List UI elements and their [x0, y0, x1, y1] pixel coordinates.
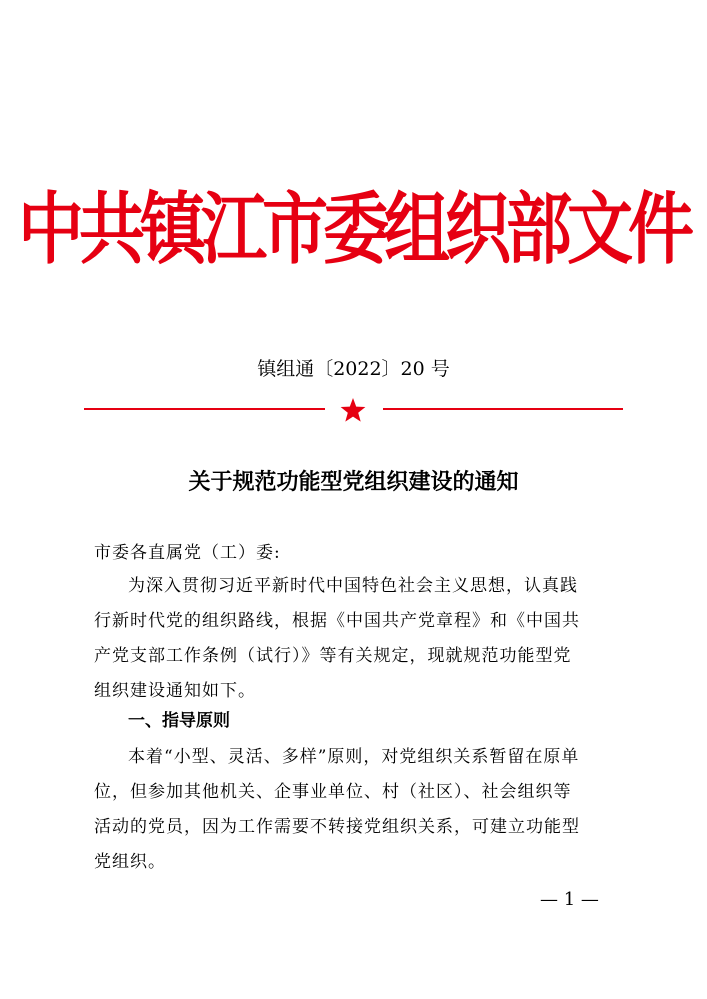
paragraph-line: 为深入贯彻习近平新时代中国特色社会主义思想，认真践 [128, 576, 578, 596]
addressee: 市委各直属党（工）委: [94, 543, 281, 563]
paragraph-line: 位，但参加其他机关、企事业单位、村（社区）、社会组织等 [94, 782, 572, 802]
paragraph-line: 产党支部工作条例（试行）》等有关规定，现就规范功能型党 [94, 646, 572, 666]
paragraph-line: 党组织。 [94, 852, 166, 872]
star-icon [340, 397, 366, 423]
paragraph-intro [94, 569, 614, 709]
paragraph-line: 组织建设通知如下。 [94, 681, 256, 701]
paragraph-line: 本着“小型、灵活、多样”原则，对党组织关系暂留在原单 [128, 747, 580, 767]
document-header-title: 中共镇江市委组织部文件 [18, 183, 689, 276]
paragraph-principles [94, 740, 614, 880]
red-rule-left [84, 408, 325, 410]
paragraph-line: 行新时代党的组织路线，根据《中国共产党章程》和《中国共 [94, 611, 580, 631]
paragraph-line: 活动的党员，因为工作需要不转接党组织关系，可建立功能型 [94, 817, 580, 837]
notice-title: 关于规范功能型党组织建设的通知 [188, 469, 519, 495]
section-heading-guiding-principles: 一、指导原则 [128, 711, 230, 731]
red-rule-right [383, 408, 623, 410]
page-number: — 1 — [540, 889, 599, 910]
document-number: 镇组通〔2022〕20 号 [257, 358, 450, 380]
